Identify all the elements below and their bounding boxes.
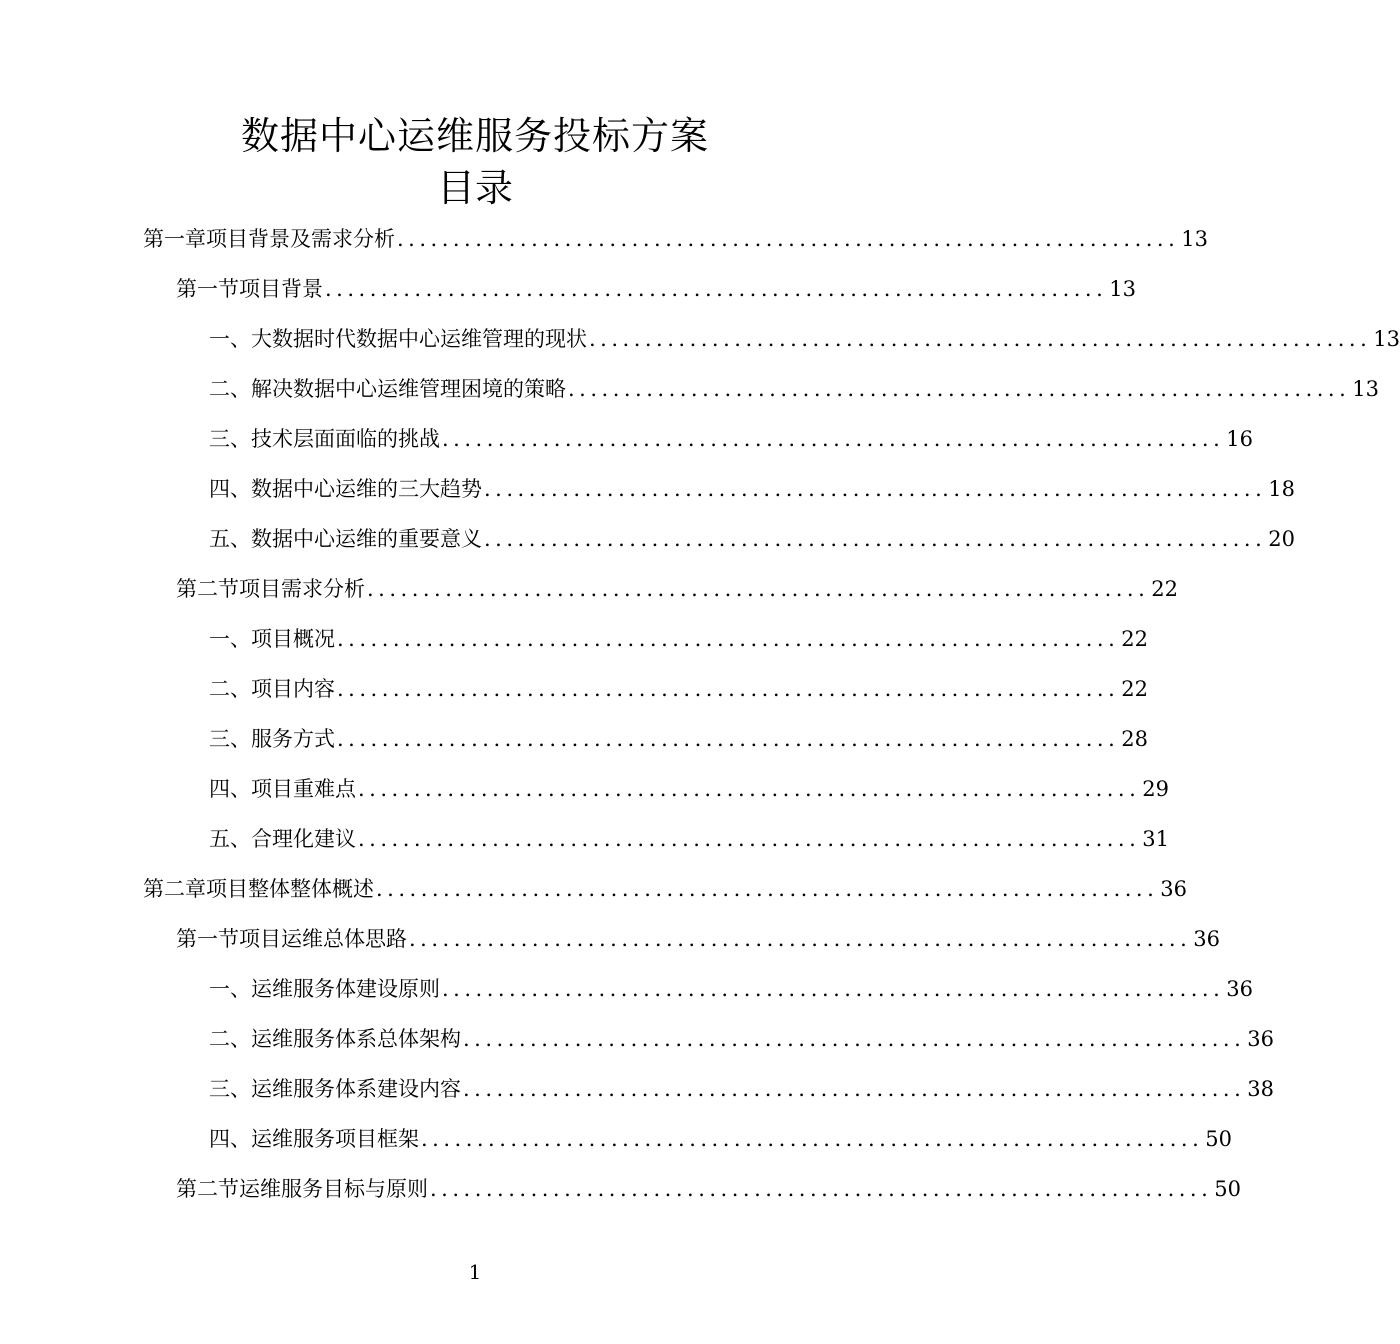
- toc-entry-title: 三、服务方式: [209, 727, 335, 751]
- document-title: 数据中心运维服务投标方案: [240, 114, 709, 158]
- toc-leader-dots: ......................................................................: [463, 1077, 1246, 1101]
- toc-entry-page: 36: [1160, 877, 1188, 901]
- toc-entry-page: 36: [1193, 927, 1221, 951]
- toc-entry[interactable]: [209, 664, 1149, 714]
- toc-entry-page: 38: [1247, 1077, 1275, 1101]
- toc-leader-dots: ......................................................................: [397, 227, 1180, 251]
- toc-entry-page: 36: [1226, 977, 1254, 1001]
- toc-entry-title: 二、解决数据中心运维管理困境的策略: [209, 377, 566, 401]
- toc-entry-title: 第二节运维服务目标与原则: [176, 1177, 428, 1201]
- toc-entry-page: 29: [1142, 777, 1170, 801]
- toc-entry-title: 三、技术层面面临的挑战: [209, 427, 440, 451]
- toc-leader-dots: ......................................................................: [442, 977, 1225, 1001]
- toc-entry-page: 31: [1142, 827, 1170, 851]
- toc-entry-page: 13: [1181, 227, 1209, 251]
- toc-entry[interactable]: [176, 264, 1137, 314]
- toc-entry-title: 一、运维服务体建设原则: [209, 977, 440, 1001]
- toc-entry-title: 二、项目内容: [209, 677, 335, 701]
- toc-entry[interactable]: [209, 1064, 1275, 1114]
- toc-leader-dots: ......................................................................: [337, 627, 1120, 651]
- toc-entry[interactable]: [143, 864, 1188, 914]
- toc-entry-page: 22: [1121, 627, 1149, 651]
- toc-leader-dots: ......................................................................: [358, 827, 1141, 851]
- toc-entry-page: 22: [1121, 677, 1149, 701]
- toc-leader-dots: ......................................................................: [484, 477, 1267, 501]
- toc-entry[interactable]: [209, 514, 1296, 564]
- toc-entry[interactable]: [209, 964, 1254, 1014]
- toc-entry-title: 四、项目重难点: [209, 777, 356, 801]
- toc-entry-title: 第一章项目背景及需求分析: [143, 227, 395, 251]
- toc-entry[interactable]: [209, 814, 1170, 864]
- toc-entry-page: 13: [1352, 377, 1380, 401]
- toc-entry[interactable]: [143, 214, 1209, 264]
- toc-heading: 目录: [436, 166, 513, 210]
- toc-entry-title: 第一节项目运维总体思路: [176, 927, 407, 951]
- toc-entry-title: 一、项目概况: [209, 627, 335, 651]
- toc-entry[interactable]: [209, 414, 1254, 464]
- toc-entry-title: 第一节项目背景: [176, 277, 323, 301]
- toc-entry-title: 第二节项目需求分析: [176, 577, 365, 601]
- toc-entry-page: 13: [1373, 327, 1400, 351]
- toc-entry[interactable]: [176, 564, 1179, 614]
- toc-entry-page: 50: [1205, 1127, 1233, 1151]
- toc-leader-dots: ......................................................................: [337, 727, 1120, 751]
- toc-leader-dots: ......................................................................: [463, 1027, 1246, 1051]
- toc-entry[interactable]: [209, 1014, 1275, 1064]
- toc-entry[interactable]: [209, 714, 1149, 764]
- toc-entry-title: 五、数据中心运维的重要意义: [209, 527, 482, 551]
- toc-leader-dots: ......................................................................: [325, 277, 1108, 301]
- toc-entry-title: 五、合理化建议: [209, 827, 356, 851]
- toc-entry[interactable]: [209, 614, 1149, 664]
- toc-entry-page: 13: [1109, 277, 1137, 301]
- toc-entry-page: 16: [1226, 427, 1254, 451]
- toc-entry-page: 22: [1151, 577, 1179, 601]
- toc-entry[interactable]: [209, 1114, 1233, 1164]
- toc-entry[interactable]: [209, 764, 1170, 814]
- toc-entry-title: 一、大数据时代数据中心运维管理的现状: [209, 327, 587, 351]
- toc-entry[interactable]: [176, 1164, 1242, 1214]
- toc-entry-page: 18: [1268, 477, 1296, 501]
- toc-entry[interactable]: [176, 914, 1221, 964]
- toc-leader-dots: ......................................................................: [367, 577, 1150, 601]
- toc-leader-dots: ......................................................................: [337, 677, 1120, 701]
- toc-entry[interactable]: [209, 364, 1380, 414]
- page-number: 1: [468, 1260, 482, 1284]
- toc-leader-dots: ......................................................................: [430, 1177, 1213, 1201]
- toc-entry-page: 36: [1247, 1027, 1275, 1051]
- toc-leader-dots: ......................................................................: [589, 327, 1372, 351]
- toc-entry-title: 第二章项目整体整体概述: [143, 877, 374, 901]
- toc-entry-title: 四、运维服务项目框架: [209, 1127, 419, 1151]
- toc-leader-dots: ......................................................................: [421, 1127, 1204, 1151]
- toc-entry-title: 二、运维服务体系总体架构: [209, 1027, 461, 1051]
- toc-entry[interactable]: [209, 464, 1296, 514]
- toc-entry-title: 四、数据中心运维的三大趋势: [209, 477, 482, 501]
- toc-entry-page: 28: [1121, 727, 1149, 751]
- toc-entry-title: 三、运维服务体系建设内容: [209, 1077, 461, 1101]
- toc-entry-page: 50: [1214, 1177, 1242, 1201]
- toc-leader-dots: ......................................................................: [409, 927, 1192, 951]
- toc-entry[interactable]: [209, 314, 1400, 364]
- toc-leader-dots: ......................................................................: [376, 877, 1159, 901]
- toc-leader-dots: ......................................................................: [442, 427, 1225, 451]
- toc-leader-dots: ......................................................................: [568, 377, 1351, 401]
- toc-leader-dots: ......................................................................: [484, 527, 1267, 551]
- toc-entry-page: 20: [1268, 527, 1296, 551]
- toc-leader-dots: ......................................................................: [358, 777, 1141, 801]
